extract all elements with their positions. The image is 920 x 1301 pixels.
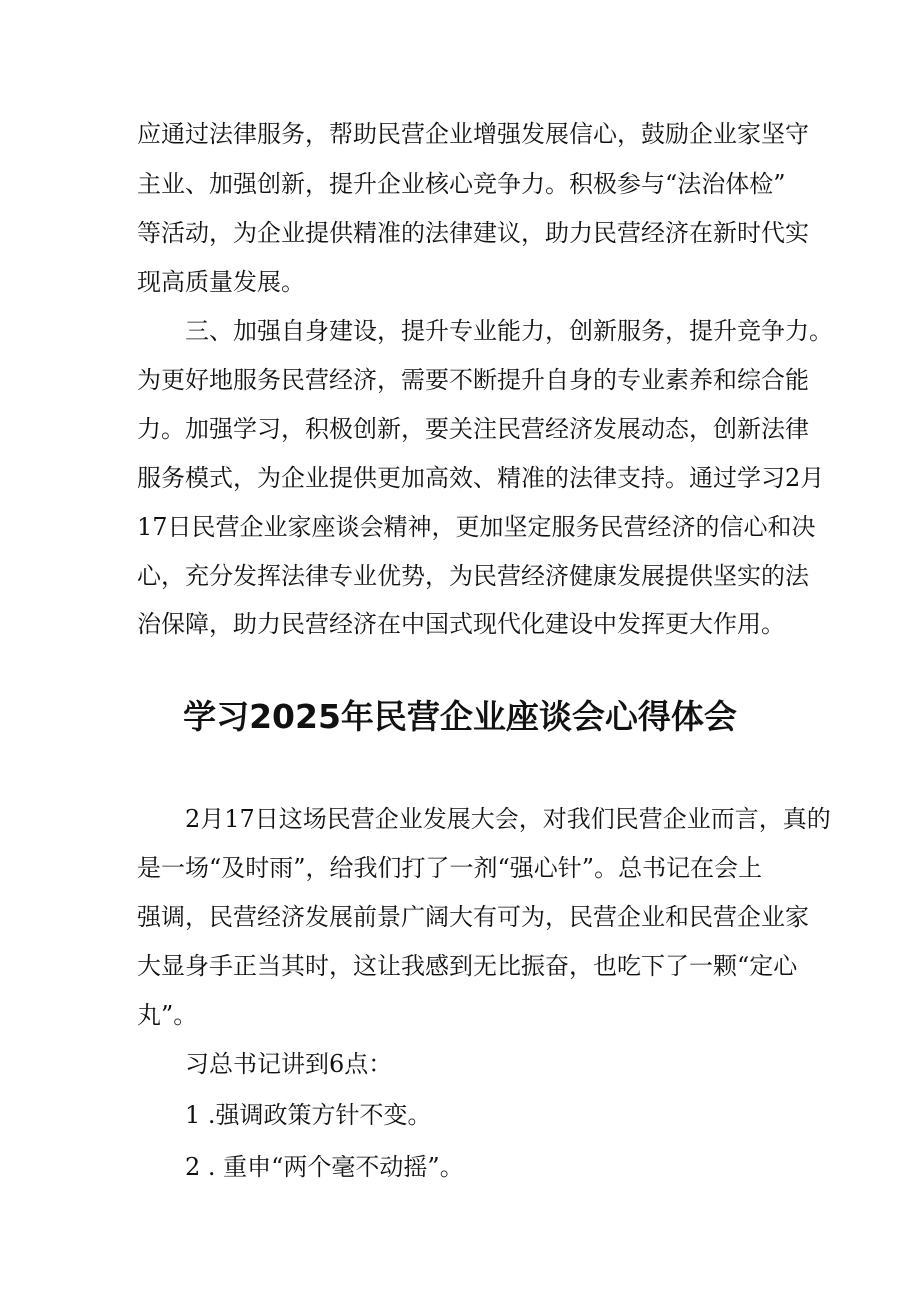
paragraph-line: 2月17日这场民营企业发展大会，对我们民营企业而言，真的 bbox=[185, 805, 831, 833]
paragraph-line: 丸”。 bbox=[137, 1001, 198, 1029]
paragraph-line: 心，充分发挥法律专业优势，为民营经济健康发展提供坚实的法 bbox=[137, 562, 809, 590]
paragraph-line: 力。加强学习，积极创新，要关注民营经济发展动态，创新法律 bbox=[137, 415, 809, 443]
paragraph-line: 主业、加强创新，提升企业核心竞争力。积极参与“法治体检” bbox=[137, 170, 786, 198]
list-item: 2 . 重申“两个毫不动摇”。 bbox=[185, 1153, 464, 1181]
points-intro: 习总书记讲到6点： bbox=[185, 1050, 393, 1078]
paragraph-line: 服务模式，为企业提供更加高效、精准的法律支持。通过学习2月 bbox=[137, 464, 825, 492]
paragraph-line: 三、加强自身建设，提升专业能力，创新服务，提升竞争力。 bbox=[185, 317, 833, 345]
paragraph-line: 强调，民营经济发展前景广阔大有可为，民营企业和民营企业家 bbox=[137, 903, 809, 931]
paragraph-line: 治保障，助力民营经济在中国式现代化建设中发挥更大作用。 bbox=[137, 610, 785, 638]
paragraph-line: 大显身手正当其时，这让我感到无比振奋，也吃下了一颗“定心 bbox=[137, 952, 798, 980]
paragraph-line: 应通过法律服务，帮助民营企业增强发展信心，鼓励企业家坚守 bbox=[137, 120, 809, 148]
paragraph-line: 17日民营企业家座谈会精神，更加坚定服务民营经济的信心和决 bbox=[137, 513, 816, 541]
paragraph-line: 等活动，为企业提供精准的法律建议，助力民营经济在新时代实 bbox=[137, 219, 809, 247]
page-title: 学习2025年民营企业座谈会心得体会 bbox=[183, 697, 737, 736]
list-item: 1 .强调政策方针不变。 bbox=[185, 1101, 432, 1129]
paragraph-line: 为更好地服务民营经济，需要不断提升自身的专业素养和综合能 bbox=[137, 366, 809, 394]
paragraph-line: 是一场“及时雨”，给我们打了一剂“强心针”。总书记在会上 bbox=[137, 854, 763, 882]
paragraph-line: 现高质量发展。 bbox=[137, 268, 305, 296]
